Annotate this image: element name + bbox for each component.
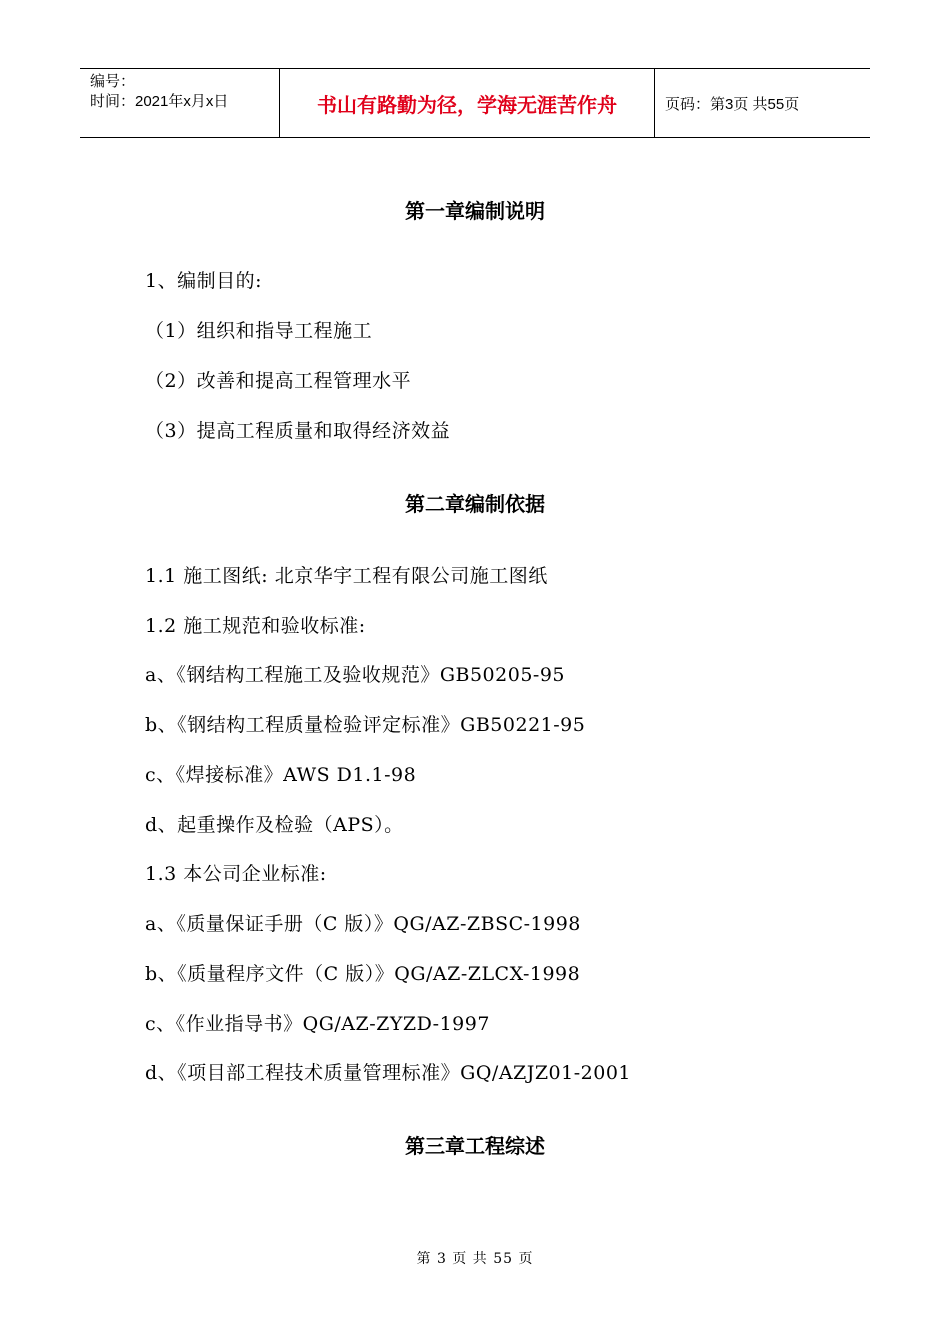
header-motto: 书山有路勤为径，学海无涯苦作舟 [280,69,655,137]
header-page-info: 页码：第3页 共55页 [665,95,800,113]
header-date: 时间：2021年x月x日 [90,93,229,110]
text-line: （2）改善和提高工程管理水平 [145,370,412,392]
chapter-title: 第一章编制说明 [405,199,545,223]
chapter-title: 第二章编制依据 [405,492,545,516]
text-line: b、《质量程序文件（C 版）》QG/AZ-ZLCX-1998 [145,963,581,985]
text-line: 1.3 本公司企业标准: [145,863,327,885]
text-line: 1、编制目的: [145,270,262,292]
page-footer: 第 3 页 共 55 页 [416,1251,534,1267]
text-line: c、《焊接标准》AWS D1.1-98 [145,764,417,786]
page-header [80,68,870,138]
text-line: b、《钢结构工程质量检验评定标准》GB50221-95 [145,714,586,736]
chapter-title: 第三章工程综述 [405,1134,545,1158]
text-line: 1.1 施工图纸: 北京华宇工程有限公司施工图纸 [145,565,548,587]
text-line: d、起重操作及检验（APS）。 [145,814,404,836]
text-line: d、《项目部工程技术质量管理标准》GQ/AZJZ01-2001 [145,1062,632,1084]
text-line: a、《质量保证手册（C 版）》QG/AZ-ZBSC-1998 [145,913,581,935]
text-line: （3）提高工程质量和取得经济效益 [145,420,451,442]
header-number: 编号： [90,73,136,90]
header-meta [80,69,280,137]
text-line: （1）组织和指导工程施工 [145,320,373,342]
text-line: 1.2 施工规范和验收标准: [145,615,366,637]
text-line: a、《钢结构工程施工及验收规范》GB50205-95 [145,664,566,686]
text-line: c、《作业指导书》QG/AZ-ZYZD-1997 [145,1013,490,1035]
